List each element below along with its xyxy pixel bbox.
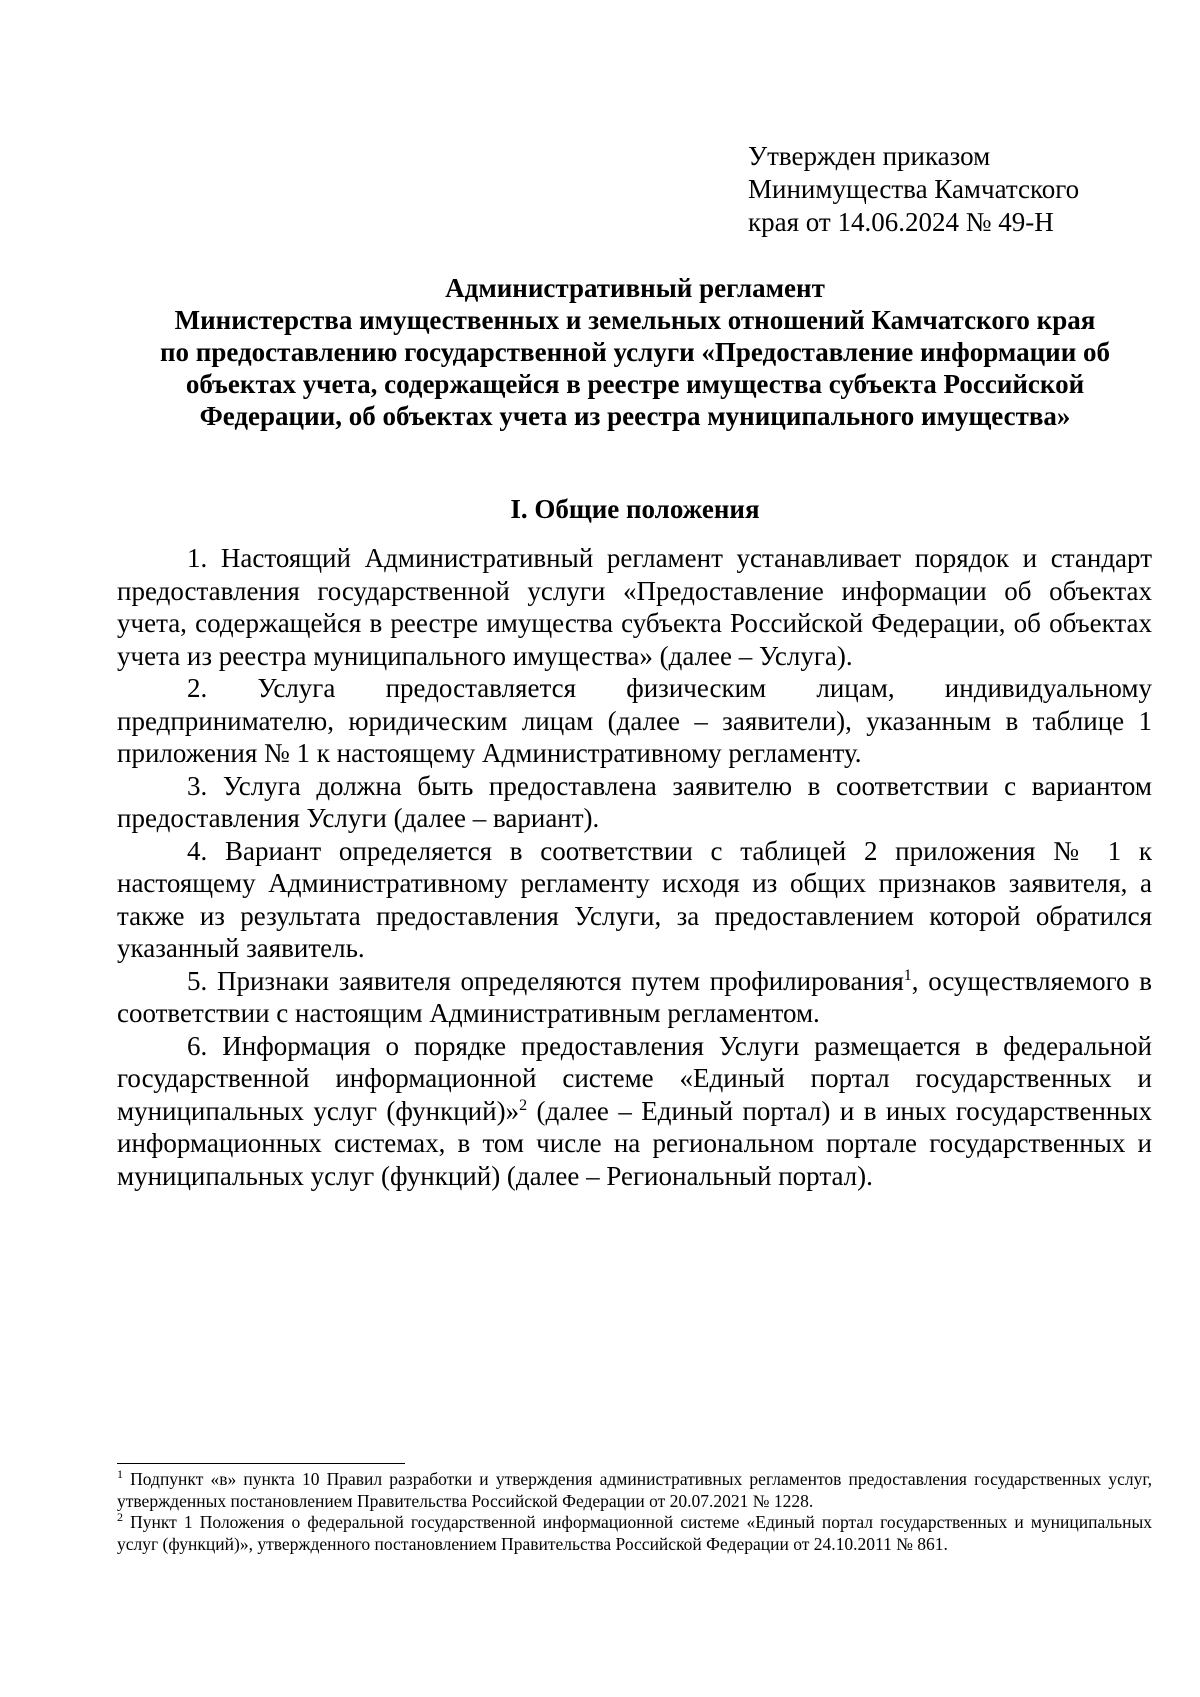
document-title (100, 272, 1170, 432)
section-heading: I. Общие положения (510, 494, 760, 524)
title-line-5: Федерации, об объектах учета из реестра муниципального имущества» (199, 401, 1071, 431)
title-line-2: Министерства имущественных и земельных отношений Камчатского края (174, 305, 1096, 335)
footnote-divider (117, 1463, 405, 1464)
approval-stamp (748, 140, 1168, 239)
paragraph-6 (117, 1030, 1152, 1193)
body-text (117, 542, 1152, 1192)
paragraph-3: 3. Услуга должна быть предоставлена заявителю в соответствии с вариантом предоставления Услуги (далее – вариант). (117, 770, 1152, 833)
footnote-2 (117, 1512, 1152, 1555)
title-line-4: объектах учета, содержащейся в реестре имущества субъекта Российской (185, 369, 1085, 399)
footnote-2-text: Пункт 1 Положения о федеральной государственной информационной системе «Единый портал государственных и муниципальных услуг (функций)», утвержденного постановлением Правительства Российской Федерации от 24.10.2011 № 861. (117, 1512, 1152, 1554)
title-line-1: Административный регламент (445, 273, 825, 303)
footnote-ref-1[interactable]: 1 (903, 966, 912, 984)
paragraph-6-text-end: (далее – Единый портал) и в иных государственных информационных системах, в том числе на региональном портале государственных и муниципальных услуг (функций) (далее – Региональный портал). (117, 1095, 1153, 1191)
paragraph-4: 4. Вариант определяется в соответствии с таблицей 2 приложения № 1 к настоящему Административному регламенту исходя из общих признаков заявителя, а также из результата предоставления Услуги, за предоставлением которой обратился указанный заявитель. (117, 835, 1152, 963)
paragraph-5-text: 5. Признаки заявителя определяются путем профилирования (187, 965, 904, 996)
paragraph-6-text: 6. Информация о порядке предоставления Услуги размещается в федеральной государственной информационной системе «Единый портал государственных и муниципальных услуг (функций)» (117, 1030, 1152, 1126)
approval-line-3: края от 14.06.2024 № 49-Н (748, 207, 1054, 237)
paragraph-5 (117, 965, 1152, 1030)
approval-line-2: Минимущества Камчатского (748, 174, 1080, 204)
footnote-1-text: Подпункт «в» пункта 10 Правил разработки и утверждения административных регламентов предоставления государственных услуг, утвержденных постановлением Правительства Российской Федерации от 20.07.2021 № 1228. (117, 1469, 1152, 1511)
footnotes (117, 1469, 1152, 1555)
footnote-1 (117, 1469, 1152, 1512)
approval-line-1: Утвержден приказом (748, 141, 991, 171)
footnote-1-mark: 1 (117, 1467, 123, 1482)
paragraph-1: 1. Настоящий Административный регламент устанавливает порядок и стандарт предоставления государственной услуги «Предоставление информации об объектах учета, содержащейся в реестре имущества субъекта Российской Федерации, об объектах учета из реестра муниципального имущества» (далее – Услуга). (117, 543, 1152, 671)
paragraph-5-text-end: , осуществляемого в соответствии с настоящим Административным регламентом. (117, 965, 1152, 1028)
footnote-2-mark: 2 (117, 1510, 123, 1525)
title-line-3: по предоставлению государственной услуги «Предоставление информации об (160, 337, 1110, 367)
paragraph-2: 2. Услуга предоставляется физическим лицам, индивидуальному предпринимателю, юридическим лицам (далее – заявители), указанным в таблице 1 приложения № 1 к настоящему Административному регламенту. (117, 673, 1152, 768)
footnote-ref-2[interactable]: 2 (519, 1096, 528, 1114)
